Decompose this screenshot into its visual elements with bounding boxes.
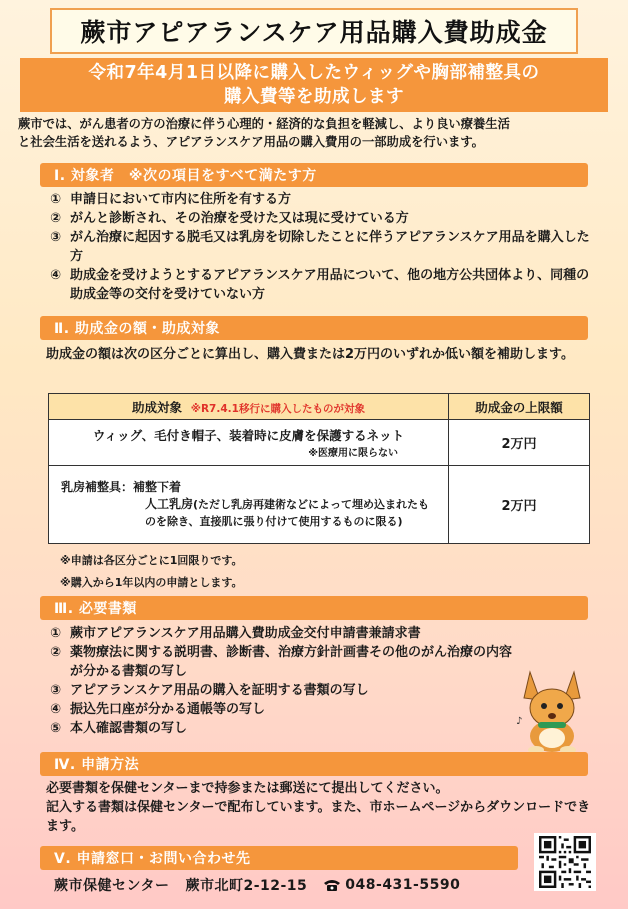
list-item: ③ がん治療に起因する脱毛又は乳房を切除したことに伴うアピアランスケア用品を購入した方 (50, 230, 590, 264)
row1-target: ウィッグ、毛付き帽子、装着時に皮膚を保護するネット ※医療用に限らない (49, 420, 449, 466)
section5-heading: Ⅴ. 申請窓口・お問い合わせ先 (40, 846, 518, 870)
list-item: ⑤ 本人確認書類の写し (50, 721, 188, 736)
qr-code[interactable] (534, 833, 596, 891)
table-row (49, 420, 590, 466)
table-notes: ※申請は各区分ごとに1回限りです。 ※購入から1年以内の申請とします。 (60, 554, 243, 589)
row2-amount: 2万円 (449, 466, 590, 544)
documents-list (50, 624, 523, 738)
table-row (49, 466, 590, 544)
section2-desc: 助成金の額は次の区分ごとに算出し、購入費または2万円のいずれか低い額を補助します。 (46, 347, 575, 362)
section3-heading: Ⅲ. 必要書類 (40, 596, 588, 620)
row1-amount: 2万円 (449, 420, 590, 466)
intro-line1: 蕨市では、がん患者の方の治療に伴う心理的・経済的な負担を軽減し、より良い療養生活 (18, 117, 510, 131)
grant-table (48, 393, 590, 544)
section4-text: 必要書類を保健センターまで持参または郵送にて提出してください。 記入する書類は保健センターで配布しています。また、市ホームページからダウンロードできます。 (46, 781, 591, 834)
list-item: ③ アピアランスケア用品の購入を証明する書類の写し (50, 683, 369, 698)
svg-text:♪: ♪ (516, 716, 523, 727)
subtitle-line2: 購入費等を助成します (224, 87, 404, 107)
office-name: 蕨市保健センター (54, 878, 170, 894)
contact-line (54, 875, 460, 895)
subtitle-banner (20, 58, 608, 112)
list-item: ② 薬物療法に関する説明書、診断書、治療方針計画書その他のがん治療の内容が分かる書類の写し (50, 645, 513, 679)
phone-number[interactable]: 048-431-5590 (345, 877, 461, 893)
intro-text (18, 115, 612, 151)
section2-heading: Ⅱ. 助成金の額・助成対象 (40, 316, 588, 340)
section4-heading: Ⅳ. 申請方法 (40, 752, 588, 776)
list-item: ② がんと診断され、その治療を受けた又は現に受けている方 (50, 211, 409, 226)
office-address: 蕨市北町2-12-15 (185, 878, 308, 894)
list-item: ④ 振込先口座が分かる通帳等の写し (50, 702, 266, 717)
eligibility-list (50, 190, 590, 304)
section1-heading: Ⅰ. 対象者 ※次の項目をすべて満たす方 (40, 163, 588, 187)
page-title: 蕨市アピアランスケア用品購入費助成金 (50, 8, 578, 54)
table-header-row (49, 394, 590, 420)
list-item: ④ 助成金を受けようとするアピアランスケア用品について、他の地方公共団体より、同種の助成金等の交付を受けていない方 (50, 268, 590, 302)
list-item: ① 申請日において市内に住所を有する方 (50, 192, 292, 207)
mascot-illustration (512, 664, 592, 754)
row2-target: 乳房補整具：補整下着 人工乳房(ただし乳房再建術などによって埋め込まれたものを除き、直接肌に張り付けて使用するものに限る) (49, 466, 449, 544)
header-target-note: ※R7.4.1移行に購入したものが対象 (190, 402, 365, 415)
subtitle-line1: 令和7年4月1日以降に購入したウィッグや胸部補整具の (88, 63, 540, 83)
list-item: ① 蕨市アピアランスケア用品購入費助成金交付申請書兼請求書 (50, 626, 421, 641)
header-target: 助成対象 ※R7.4.1移行に購入したものが対象 (49, 394, 449, 420)
intro-line2: と社会生活を送れるよう、アピアランスケア用品の購入費用の一部助成を行います。 (18, 135, 484, 149)
header-limit: 助成金の上限額 (449, 394, 590, 420)
phone-icon (323, 878, 341, 892)
